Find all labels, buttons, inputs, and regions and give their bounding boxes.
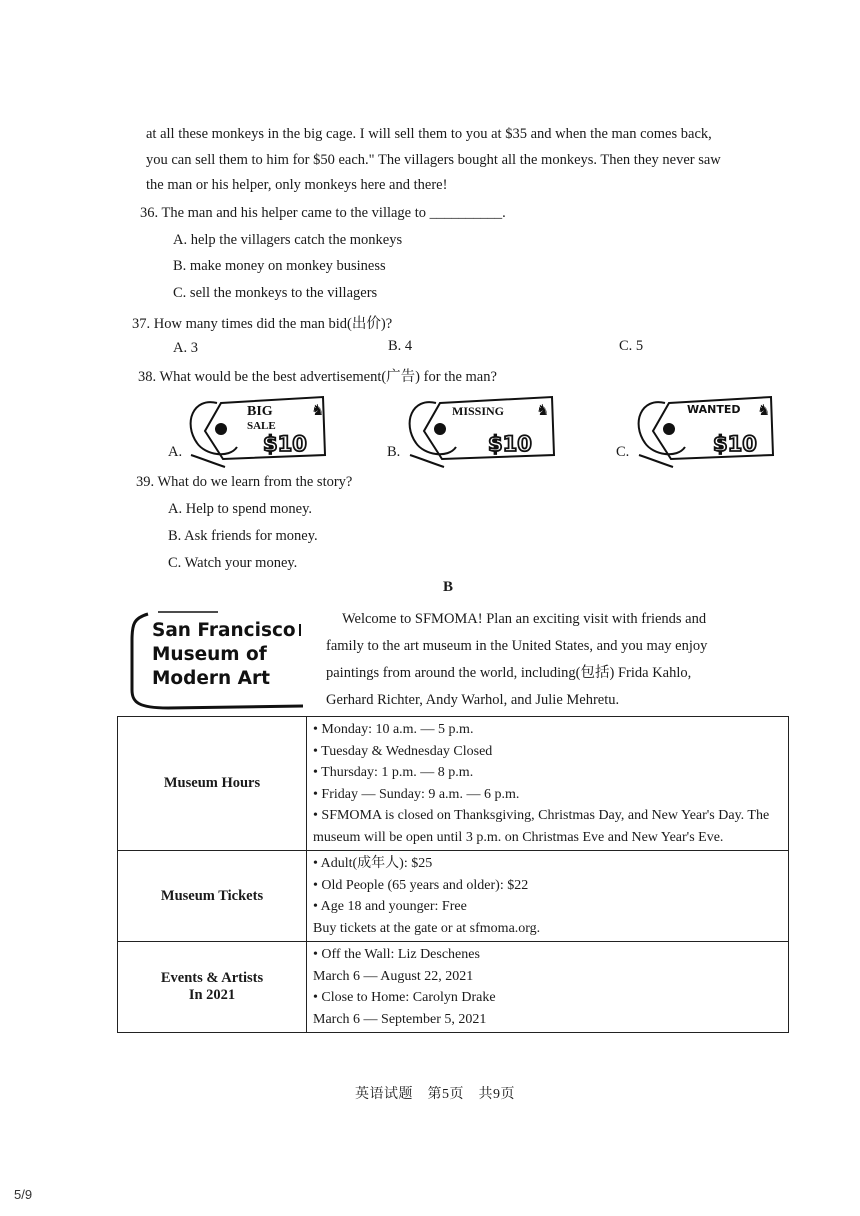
museum-logo — [152, 619, 296, 691]
option-37-b: B. 4 — [388, 338, 413, 354]
table-row — [118, 942, 789, 1033]
logo-line: Museum of — [152, 644, 267, 665]
tag-c-price: $10 — [713, 432, 757, 456]
passage-line: the man or his helper, only monkeys here and there! — [146, 177, 448, 193]
section-b-heading: B — [443, 579, 454, 595]
page-footer: 英语试题 第5页 共9页 — [355, 1087, 515, 1102]
option-36-b: B. make money on monkey business — [173, 258, 386, 274]
row-head-line: In 2021 — [188, 987, 236, 1003]
monkey-icon: ♞ — [311, 401, 325, 419]
tag-b-price: $10 — [488, 432, 532, 456]
question-37: 37. How many times did the man bid(出价)? — [132, 316, 393, 332]
list-item: • Off the Wall: Liz Deschenes — [313, 947, 480, 962]
intro-line: family to the art museum in the United States, and you may enjoy — [326, 638, 708, 654]
option-36-a: A. help the villagers catch the monkeys — [173, 232, 403, 248]
page-indicator: 5/9 — [14, 1187, 33, 1202]
list-item: • Friday — Sunday: 9 a.m. — 6 p.m. — [313, 786, 520, 802]
monkey-icon: ♞ — [757, 401, 771, 419]
wanted-tag-image — [631, 393, 781, 473]
museum-intro — [326, 606, 774, 714]
row-head-line: Events & Artists — [160, 970, 264, 986]
tag-b-word: MISSING — [452, 404, 505, 418]
intro-line: Welcome to SFMOMA! Plan an exciting visit with friends and — [342, 611, 707, 627]
row-head-events — [118, 942, 307, 1033]
list-item: • Age 18 and younger: Free — [313, 899, 467, 914]
table-row — [118, 717, 789, 851]
list-item: • Close to Home: Carolyn Drake — [313, 990, 496, 1005]
option-38-c-letter: C. — [616, 444, 630, 460]
tag-a-price: $10 — [263, 432, 307, 456]
intro-line: paintings from around the world, including(包括) Frida Kahlo, — [326, 665, 692, 681]
row-head-hours: Museum Hours — [118, 717, 307, 851]
passage-line: at all these monkeys in the big cage. I will sell them to you at $35 and when the man comes back, — [146, 126, 712, 142]
list-item: March 6 — August 22, 2021 — [313, 968, 474, 984]
option-39-a: A. Help to spend money. — [168, 501, 313, 517]
option-39-b: B. Ask friends for money. — [168, 528, 318, 544]
option-39-c: C. Watch your money. — [168, 555, 298, 571]
museum-info-table — [117, 716, 789, 1033]
tag-a-word-2: SALE — [247, 420, 276, 432]
big-sale-tag-image — [183, 393, 333, 473]
row-body-hours — [307, 717, 789, 851]
intro-line: Gerhard Richter, Andy Warhol, and Julie Mehretu. — [326, 692, 620, 708]
row-body-tickets — [307, 851, 789, 942]
logo-line: San Francisco — [152, 620, 296, 641]
row-head-tickets: Museum Tickets — [118, 851, 307, 942]
passage-line: you can sell them to him for $50 each." The villagers bought all the monkeys. Then they never saw — [146, 152, 721, 168]
list-item: • Tuesday & Wednesday Closed — [313, 743, 493, 759]
list-item: Buy tickets at the gate or at sfmoma.org. — [313, 920, 541, 936]
list-item: • Thursday: 1 p.m. — 8 p.m. — [313, 765, 474, 780]
option-38-b-letter: B. — [387, 444, 401, 460]
tag-c-word: WANTED — [687, 403, 741, 416]
list-item: • Old People (65 years and older): $22 — [313, 877, 529, 893]
list-item: • Adult(成年人): $25 — [313, 856, 433, 871]
missing-tag-image — [402, 393, 562, 473]
list-item: March 6 — September 5, 2021 — [313, 1011, 487, 1027]
option-37-a: A. 3 — [173, 340, 198, 356]
table-row — [118, 851, 789, 942]
option-36-c: C. sell the monkeys to the villagers — [173, 285, 378, 301]
row-body-events — [307, 942, 789, 1033]
option-38-a-letter: A. — [168, 444, 183, 460]
question-39: 39. What do we learn from the story? — [136, 474, 353, 490]
logo-line: Modern Art — [152, 668, 270, 689]
tag-a-word-1: BIG — [247, 404, 273, 419]
list-item: • Monday: 10 a.m. — 5 p.m. — [313, 722, 474, 737]
question-36: 36. The man and his helper came to the village to __________. — [140, 205, 506, 221]
question-38: 38. What would be the best advertisement(广告) for the man? — [138, 369, 497, 385]
option-37-c: C. 5 — [619, 338, 644, 354]
monkey-icon: ♞ — [536, 401, 550, 419]
list-item: • SFMOMA is closed on Thanksgiving, Christmas Day, and New Year's Day. The museum will be open until 3 p.m. on Christmas Eve and New Year's Eve. — [313, 808, 770, 845]
